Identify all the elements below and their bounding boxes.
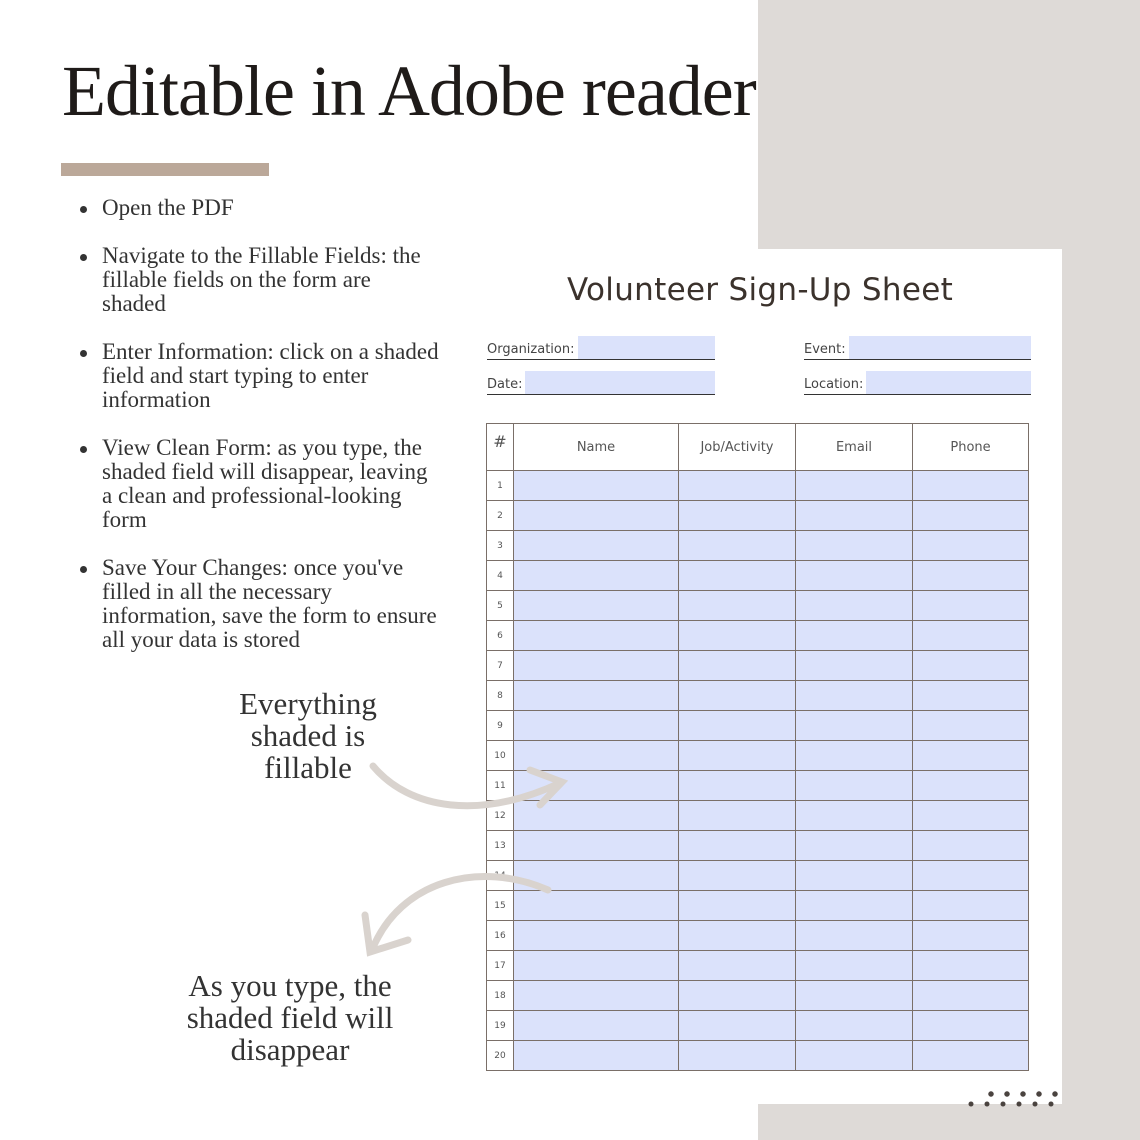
- table-row: [487, 471, 1029, 501]
- column-header: Job/Activity: [679, 424, 796, 471]
- name-input[interactable]: [514, 651, 679, 681]
- date-field[interactable]: [487, 370, 715, 395]
- phone-input[interactable]: [913, 951, 1029, 981]
- row-number: 17: [487, 951, 514, 981]
- name-input[interactable]: [514, 801, 679, 831]
- row-number: 18: [487, 981, 514, 1011]
- arrow-curve-icon: [365, 915, 408, 952]
- job-input[interactable]: [679, 621, 796, 651]
- phone-input[interactable]: [913, 651, 1029, 681]
- job-input[interactable]: [679, 801, 796, 831]
- table-row: [487, 531, 1029, 561]
- accent-divider: [61, 163, 269, 176]
- phone-input[interactable]: [913, 861, 1029, 891]
- job-input[interactable]: [679, 741, 796, 771]
- phone-input[interactable]: [913, 1041, 1029, 1071]
- row-number: 6: [487, 621, 514, 651]
- location-label: Location:: [804, 377, 864, 392]
- email-input[interactable]: [796, 621, 913, 651]
- phone-input[interactable]: [913, 621, 1029, 651]
- table-row: [487, 561, 1029, 591]
- job-input[interactable]: [679, 921, 796, 951]
- row-number: 3: [487, 531, 514, 561]
- table-row: [487, 681, 1029, 711]
- name-input[interactable]: [514, 951, 679, 981]
- email-input[interactable]: [796, 501, 913, 531]
- name-input[interactable]: [514, 711, 679, 741]
- row-number: 5: [487, 591, 514, 621]
- table-row: [487, 861, 1029, 891]
- job-input[interactable]: [679, 561, 796, 591]
- table-row: [487, 891, 1029, 921]
- event-label: Event:: [804, 342, 846, 357]
- phone-input[interactable]: [913, 771, 1029, 801]
- table-row: [487, 591, 1029, 621]
- phone-input[interactable]: [913, 831, 1029, 861]
- name-input[interactable]: [514, 681, 679, 711]
- job-input[interactable]: [679, 591, 796, 621]
- organization-label: Organization:: [487, 342, 575, 357]
- job-input[interactable]: [679, 981, 796, 1011]
- name-input[interactable]: [514, 471, 679, 501]
- job-input[interactable]: [679, 501, 796, 531]
- organization-field[interactable]: [487, 335, 715, 360]
- phone-input[interactable]: [913, 561, 1029, 591]
- row-number: 1: [487, 471, 514, 501]
- email-input[interactable]: [796, 981, 913, 1011]
- email-input[interactable]: [796, 861, 913, 891]
- phone-input[interactable]: [913, 531, 1029, 561]
- phone-input[interactable]: [913, 591, 1029, 621]
- signup-table: [486, 423, 1029, 1071]
- email-input[interactable]: [796, 471, 913, 501]
- email-input[interactable]: [796, 741, 913, 771]
- row-number: 20: [487, 1041, 514, 1071]
- row-number: 13: [487, 831, 514, 861]
- name-input[interactable]: [514, 501, 679, 531]
- job-input[interactable]: [679, 861, 796, 891]
- email-input[interactable]: [796, 801, 913, 831]
- email-input[interactable]: [796, 1041, 913, 1071]
- event-input[interactable]: [849, 336, 1031, 359]
- job-input[interactable]: [679, 711, 796, 741]
- phone-input[interactable]: [913, 501, 1029, 531]
- job-input[interactable]: [679, 1041, 796, 1071]
- event-field[interactable]: [804, 335, 1031, 360]
- name-input[interactable]: [514, 531, 679, 561]
- row-number: 4: [487, 561, 514, 591]
- name-input[interactable]: [514, 591, 679, 621]
- location-field[interactable]: [804, 370, 1031, 395]
- email-input[interactable]: [796, 921, 913, 951]
- phone-input[interactable]: [913, 921, 1029, 951]
- date-label: Date:: [487, 377, 523, 392]
- table-row: [487, 501, 1029, 531]
- name-input[interactable]: [514, 741, 679, 771]
- row-number: 2: [487, 501, 514, 531]
- table-row: [487, 951, 1029, 981]
- table-row: [487, 831, 1029, 861]
- form-title: Volunteer Sign-Up Sheet: [566, 272, 954, 308]
- name-input[interactable]: [514, 621, 679, 651]
- email-input[interactable]: [796, 771, 913, 801]
- job-input[interactable]: [679, 651, 796, 681]
- page-title: Editable in Adobe reader: [62, 51, 756, 131]
- email-input[interactable]: [796, 711, 913, 741]
- table-row: [487, 801, 1029, 831]
- email-input[interactable]: [796, 891, 913, 921]
- row-number: 19: [487, 1011, 514, 1041]
- row-number: 16: [487, 921, 514, 951]
- name-input[interactable]: [514, 861, 679, 891]
- table-row: [487, 621, 1029, 651]
- table-row: [487, 1011, 1029, 1041]
- table-row: [487, 651, 1029, 681]
- column-header: #: [487, 424, 514, 471]
- row-number: 12: [487, 801, 514, 831]
- phone-input[interactable]: [913, 891, 1029, 921]
- email-input[interactable]: [796, 831, 913, 861]
- step-item: Navigate to the Fillable Fields: the fillable fields on the form are shaded: [80, 244, 440, 316]
- table-row: [487, 981, 1029, 1011]
- row-number: 11: [487, 771, 514, 801]
- step-item: Save Your Changes: once you've filled in all the necessary information, save the form to ensure all your data is stored: [80, 556, 440, 652]
- job-input[interactable]: [679, 831, 796, 861]
- email-input[interactable]: [796, 1011, 913, 1041]
- table-row: [487, 921, 1029, 951]
- name-input[interactable]: [514, 1011, 679, 1041]
- phone-input[interactable]: [913, 711, 1029, 741]
- table-row: [487, 741, 1029, 771]
- email-input[interactable]: [796, 591, 913, 621]
- table-row: [487, 711, 1029, 741]
- phone-input[interactable]: [913, 1011, 1029, 1041]
- phone-input[interactable]: [913, 981, 1029, 1011]
- name-input[interactable]: [514, 771, 679, 801]
- job-input[interactable]: [679, 681, 796, 711]
- note-field-disappear: As you type, the shaded field will disappear: [186, 968, 394, 1067]
- date-input[interactable]: [525, 371, 715, 394]
- table-row: [487, 1041, 1029, 1071]
- job-input[interactable]: [679, 471, 796, 501]
- name-input[interactable]: [514, 561, 679, 591]
- row-number: 15: [487, 891, 514, 921]
- name-input[interactable]: [514, 1041, 679, 1071]
- name-input[interactable]: [514, 981, 679, 1011]
- phone-input[interactable]: [913, 471, 1029, 501]
- note-shaded-fillable: Everything shaded is fillable: [239, 686, 377, 785]
- row-number: 7: [487, 651, 514, 681]
- table-row: [487, 771, 1029, 801]
- job-input[interactable]: [679, 771, 796, 801]
- phone-input[interactable]: [913, 801, 1029, 831]
- name-input[interactable]: [514, 921, 679, 951]
- step-item: View Clean Form: as you type, the shaded field will disappear, leaving a clean and professional-looking form: [80, 436, 440, 532]
- column-header: Name: [514, 424, 679, 471]
- location-input[interactable]: [866, 371, 1031, 394]
- row-number: 10: [487, 741, 514, 771]
- email-input[interactable]: [796, 651, 913, 681]
- column-header: Phone: [913, 424, 1029, 471]
- row-number: 14: [487, 861, 514, 891]
- decorative-dots: [963, 1101, 1063, 1107]
- email-input[interactable]: [796, 951, 913, 981]
- job-input[interactable]: [679, 1011, 796, 1041]
- job-input[interactable]: [679, 891, 796, 921]
- instruction-list: [80, 196, 440, 676]
- name-input[interactable]: [514, 831, 679, 861]
- email-input[interactable]: [796, 531, 913, 561]
- email-input[interactable]: [796, 561, 913, 591]
- organization-input[interactable]: [578, 336, 716, 359]
- column-header: Email: [796, 424, 913, 471]
- job-input[interactable]: [679, 531, 796, 561]
- phone-input[interactable]: [913, 741, 1029, 771]
- row-number: 9: [487, 711, 514, 741]
- phone-input[interactable]: [913, 681, 1029, 711]
- row-number: 8: [487, 681, 514, 711]
- job-input[interactable]: [679, 951, 796, 981]
- name-input[interactable]: [514, 891, 679, 921]
- email-input[interactable]: [796, 681, 913, 711]
- step-item: Enter Information: click on a shaded field and start typing to enter information: [80, 340, 440, 412]
- step-item: Open the PDF: [80, 196, 440, 220]
